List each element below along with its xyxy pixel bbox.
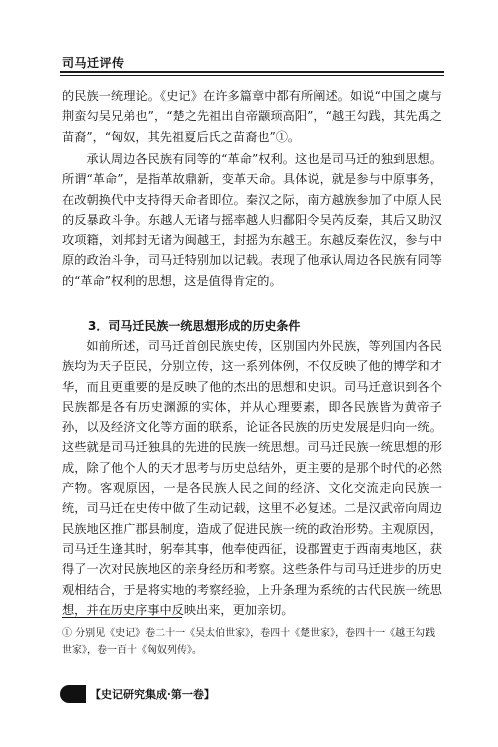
footnote: ① 分别见《史记》卷二十一《吴太伯世家》，卷四十《楚世家》，卷四十一《越王勾践世家》，卷一百十《匈奴列传》。 bbox=[62, 628, 436, 656]
footer-tab-marker bbox=[60, 685, 86, 703]
paragraph-revolution-rights: 承认周边各民族有同等的“革命”权利。这也是司马迁的独到思想。所谓“革命”，是指革故鼎新，变革天命。具体说，就是参与中原事务，在改朝换代中支持得天命者即位。秦汉之际，南方越族参加了中原人民的反暴政斗争。东越人无诸与摇率越人归鄱阳令吴芮反秦，其后又助汉攻项籍，刘邦封无诸为闽越王，封摇为东越王。东越反秦佐汉，参与中原的政治斗争，司马迁特别加以记载。表现了他承认周边各民族有同等的“革命”权利的思想，这是值得肯定的。 bbox=[62, 152, 442, 288]
header-rule-thin bbox=[60, 75, 444, 76]
running-header: 司马迁评传 bbox=[62, 56, 125, 70]
footnote-rule bbox=[62, 617, 182, 618]
footer-series-title: 【史记研究集成·第一卷】 bbox=[90, 688, 215, 701]
paragraph-continuation: 的民族一统理论。《史记》在许多篇章中都有所阐述。如说“中国之虞与荆蛮勾吴兄弟也”，“楚之先祖出自帝颛顼高阳”，“越王勾践，其先禹之苗裔”，“匈奴，其先祖夏后氏之苗裔也”①。 bbox=[62, 89, 442, 144]
header-rule-thick bbox=[60, 71, 444, 73]
section-heading: 3．司马迁民族一统思想形成的历史条件 bbox=[88, 319, 301, 333]
paragraph-historical-conditions: 如前所述，司马迁首创民族史传，区别国内外民族，等列国内各民族均为天子臣民，分别立传，这一系列体例，不仅反映了他的博学和才华，而且更重要的是反映了他的杰出的思想和史识。司马迁意识到各个民族都是各有历史渊源的实体，并从心理要素，即各民族皆为黄帝子孙，以及经济文化等方面的联系，论证各民族的历史发展是归向一统。这些就是司马迁独具的先进的民族一统思想。司马迁民族一统思想的形成，除了他个人的天才思考与历史总结外，更主要的是那个时代的必然产物。客观原因，一是各民族人民之间的经济、文化交流走向民族一统，司马迁在史传中做了生动记载，这里不必复述。二是汉武帝向周边民族地区推广郡县制度，造成了促进民族一统的政治形势。主观原因，司马迁生逢其时，躬奉其事，他奉使西征，设郡置吏于西南夷地区，获得了一次对民族地区的亲身经历和考察。这些条件与司马迁进步的历史观相结合，于是将实地的考察经验，上升条理为系统的古代民族一统思想，并在历史序事中反映出来，更加亲切。 bbox=[62, 339, 442, 617]
page-footer bbox=[60, 685, 215, 703]
